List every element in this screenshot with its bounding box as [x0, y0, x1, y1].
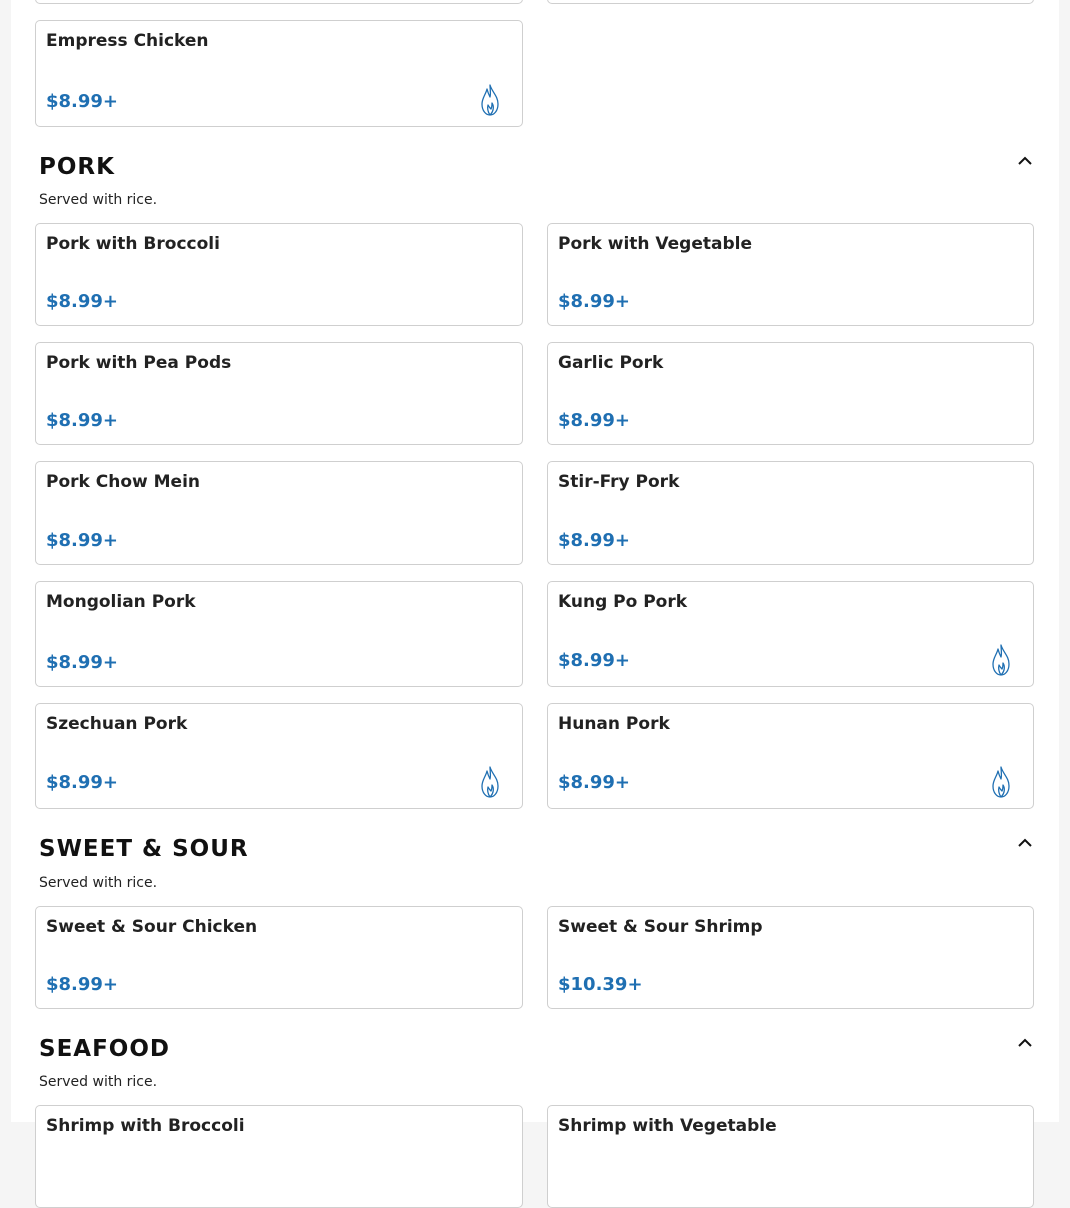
item-name: Szechuan Pork — [46, 714, 188, 734]
item-name: Stir-Fry Pork — [558, 472, 680, 492]
chevron-up-icon[interactable] — [1015, 1033, 1035, 1053]
flame-icon — [987, 643, 1015, 677]
item-name: Mongolian Pork — [46, 592, 196, 612]
menu-item-card[interactable] — [35, 581, 523, 687]
menu-item-card[interactable] — [547, 342, 1034, 445]
flame-icon — [476, 765, 504, 799]
item-name: Pork Chow Mein — [46, 472, 201, 492]
item-price: $8.99+ — [46, 772, 119, 793]
item-price: $10.39+ — [558, 974, 643, 995]
menu-item-card[interactable] — [35, 461, 523, 565]
section-subtitle-pork: Served with rice. — [39, 192, 158, 208]
menu-item-card[interactable] — [547, 581, 1034, 687]
item-name: Shrimp with Vegetable — [558, 1116, 777, 1136]
section-subtitle-seafood: Served with rice. — [39, 1074, 158, 1090]
item-name: Shrimp with Broccoli — [46, 1116, 245, 1136]
menu-item-card[interactable] — [547, 461, 1034, 565]
chevron-up-icon[interactable] — [1015, 151, 1035, 171]
item-price: $8.99+ — [46, 652, 119, 673]
item-price: $8.99+ — [558, 650, 631, 671]
menu-item-card[interactable] — [35, 342, 523, 445]
item-price: $8.99+ — [558, 530, 631, 551]
menu-page — [11, 0, 1059, 1136]
item-name: Kung Po Pork — [558, 592, 688, 612]
section-title-seafood: SEAFOOD — [39, 1036, 170, 1062]
item-price: $8.99+ — [46, 91, 119, 112]
item-price: $8.99+ — [46, 410, 119, 431]
section-title-sweet-sour: SWEET & SOUR — [39, 836, 249, 862]
menu-item-card[interactable] — [35, 1105, 523, 1208]
menu-item-card[interactable] — [35, 906, 523, 1009]
item-price: $8.99+ — [46, 974, 119, 995]
menu-item-card[interactable] — [35, 223, 523, 326]
flame-icon — [987, 765, 1015, 799]
item-price: $8.99+ — [558, 410, 631, 431]
item-name: Pork with Vegetable — [558, 234, 753, 254]
menu-item-card[interactable] — [547, 906, 1034, 1009]
section-subtitle-sweet-sour: Served with rice. — [39, 875, 158, 891]
menu-item-card[interactable] — [547, 703, 1034, 809]
item-name: Sweet & Sour Shrimp — [558, 917, 763, 937]
menu-item-card-partial[interactable] — [35, 0, 523, 4]
menu-item-card[interactable] — [35, 20, 523, 127]
item-price: $8.99+ — [558, 291, 631, 312]
item-name: Pork with Broccoli — [46, 234, 220, 254]
section-title-pork: PORK — [39, 154, 115, 180]
item-name: Hunan Pork — [558, 714, 670, 734]
menu-item-card[interactable] — [547, 1105, 1034, 1208]
flame-icon — [476, 83, 504, 117]
item-name: Garlic Pork — [558, 353, 664, 373]
item-price: $8.99+ — [558, 772, 631, 793]
menu-item-card-partial[interactable] — [547, 0, 1034, 4]
item-name: Pork with Pea Pods — [46, 353, 232, 373]
item-price: $8.99+ — [46, 291, 119, 312]
item-name: Empress Chicken — [46, 31, 209, 51]
item-name: Sweet & Sour Chicken — [46, 917, 258, 937]
item-price: $8.99+ — [46, 530, 119, 551]
menu-item-card[interactable] — [547, 223, 1034, 326]
menu-item-card[interactable] — [35, 703, 523, 809]
chevron-up-icon[interactable] — [1015, 833, 1035, 853]
